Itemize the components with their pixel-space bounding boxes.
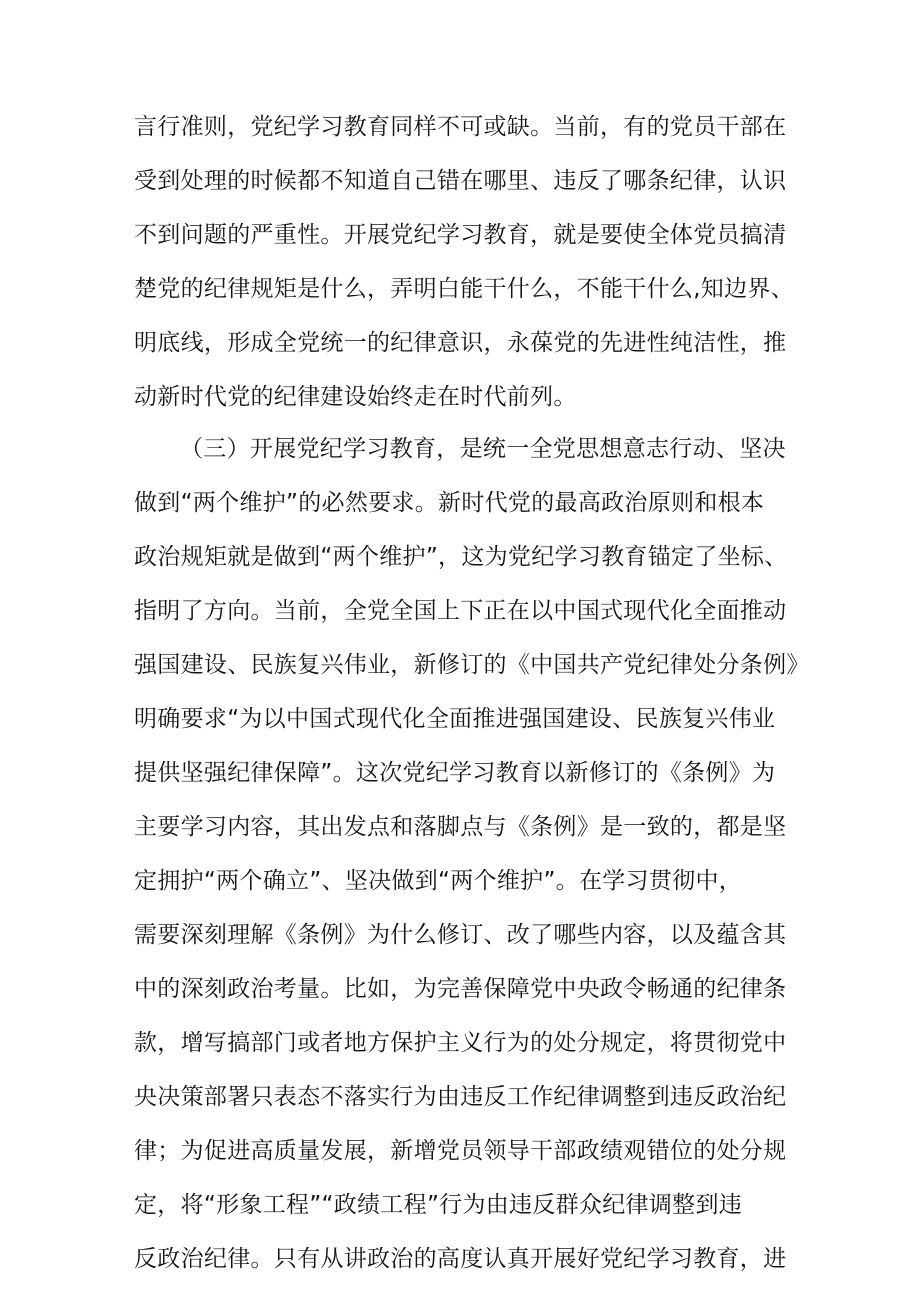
- paragraph-2-line-16: 反政治纪律。只有从讲政治的高度认真开展好党纪学习教育，进: [134, 1246, 787, 1272]
- paragraph-2-line-2: 做到“两个维护”的必然要求。新时代党的最高政治原则和根本: [134, 490, 765, 516]
- paragraph-2-line-11: 中的深刻政治考量。比如，为完善保障党中央政令畅通的纪律条: [134, 976, 787, 1002]
- paragraph-2-line-13: 央决策部署只表态不落实行为由违反工作纪律调整到违反政治纪: [134, 1084, 787, 1110]
- paragraph-2-line-14: 律；为促进高质量发展，新增党员领导干部政绩观错位的处分规: [134, 1138, 787, 1164]
- paragraph-1-line-3: 不到问题的严重性。开展党纪学习教育，就是要使全体党员搞清: [134, 222, 787, 248]
- paragraph-2-line-15: 定，将“形象工程”“政绩工程”行为由违反群众纪律调整到违: [134, 1192, 743, 1218]
- paragraph-2-line-5: 强国建设、民族复兴伟业，新修订的《中国共产党纪律处分条例》: [134, 652, 810, 678]
- paragraph-2-line-8: 主要学习内容，其出发点和落脚点与《条例》是一致的，都是坚: [134, 814, 787, 840]
- paragraph-2-line-10: 需要深刻理解《条例》为什么修订、改了哪些内容，以及蕴含其: [134, 922, 787, 948]
- paragraph-2-line-6: 明确要求“为以中国式现代化全面推进强国建设、民族复兴伟业: [134, 706, 776, 732]
- paragraph-1-line-6: 动新时代党的纪律建设始终走在时代前列。: [134, 384, 577, 410]
- paragraph-1-line-5: 明底线，形成全党统一的纪律意识，永葆党的先进性纯洁性，推: [134, 330, 787, 356]
- paragraph-1-line-4: 楚党的纪律规矩是什么，弄明白能干什么，不能干什么,知边界、: [134, 276, 795, 302]
- paragraph-2-line-1: （三）开展党纪学习教育，是统一全党思想意志行动、坚决: [180, 436, 786, 462]
- paragraph-1-line-2: 受到处理的时候都不知道自己错在哪里、违反了哪条纪律，认识: [134, 168, 787, 194]
- paragraph-2-line-7: 提供坚强纪律保障”。这次党纪学习教育以新修订的《条例》为: [134, 760, 776, 786]
- paragraph-1-line-1: 言行准则，党纪学习教育同样不可或缺。当前，有的党员干部在: [134, 114, 787, 140]
- paragraph-2-line-4: 指明了方向。当前，全党全国上下正在以中国式现代化全面推动: [134, 598, 787, 624]
- paragraph-2-line-9: 定拥护“两个确立”、坚决做到“两个维护”。在学习贯彻中，: [134, 868, 743, 894]
- paragraph-2-line-3: 政治规矩就是做到“两个维护”，这为党纪学习教育锚定了坐标、: [134, 544, 788, 570]
- paragraph-2-line-12: 款，增写搞部门或者地方保护主义行为的处分规定，将贯彻党中: [134, 1030, 787, 1056]
